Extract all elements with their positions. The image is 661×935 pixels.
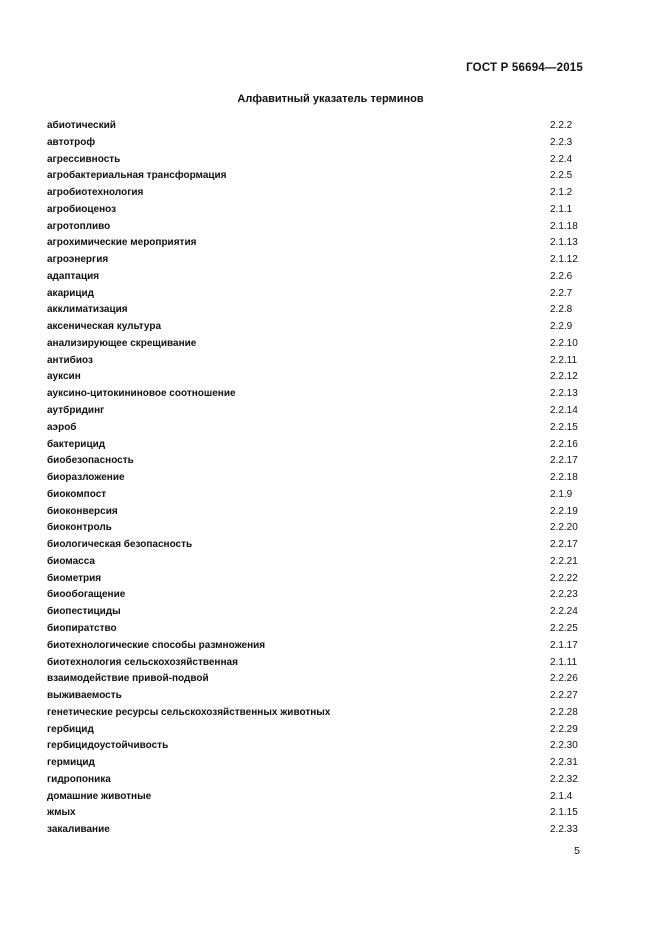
term-name: гербицидоустойчивость: [47, 740, 169, 752]
term-name: анализирующее скрещивание: [47, 337, 197, 349]
term-name: биобезопасность: [47, 455, 134, 467]
term-row: [47, 470, 577, 487]
term-reference: 2.2.14: [550, 405, 578, 417]
term-index-list: [47, 118, 577, 839]
term-name: биокомпост: [47, 488, 107, 500]
term-row: [47, 587, 577, 604]
term-name: антибиоз: [47, 354, 93, 366]
term-row: [47, 705, 577, 722]
term-row: [47, 722, 577, 739]
term-reference: 2.2.4: [550, 153, 573, 165]
term-row: [47, 755, 577, 772]
term-name: адаптация: [47, 270, 100, 282]
term-reference: 2.2.31: [550, 757, 578, 769]
term-name: абиотический: [47, 120, 116, 131]
term-reference: 2.1.4: [550, 790, 573, 802]
term-reference: 2.1.11: [550, 656, 578, 668]
term-reference: 2.2.11: [550, 354, 578, 366]
term-row: [47, 168, 577, 185]
term-name: гермицид: [47, 757, 95, 769]
term-name: биометрия: [47, 572, 102, 584]
term-reference: 2.1.2: [550, 187, 573, 199]
term-name: агробактериальная трансформация: [47, 170, 227, 182]
term-reference: 2.2.32: [550, 773, 578, 785]
term-name: агротопливо: [47, 220, 111, 232]
term-row: [47, 369, 577, 386]
term-row: [47, 537, 577, 554]
term-row: [47, 453, 577, 470]
term-name: ауксин: [47, 371, 81, 383]
term-name: биотехнологические способы размножения: [47, 639, 266, 651]
term-reference: 2.2.24: [550, 606, 578, 618]
term-reference: 2.1.17: [550, 639, 578, 651]
page-number: 5: [574, 845, 580, 857]
term-row: [47, 403, 577, 420]
term-name: биологическая безопасность: [47, 539, 193, 551]
term-reference: 2.2.27: [550, 690, 578, 702]
term-reference: 2.2.16: [550, 438, 578, 450]
term-name: аэроб: [47, 421, 77, 433]
term-reference: 2.2.28: [550, 706, 578, 718]
term-row: [47, 554, 577, 571]
term-reference: 2.1.15: [550, 807, 578, 819]
term-reference: 2.2.25: [550, 622, 578, 634]
term-row: [47, 437, 577, 454]
term-reference: 2.2.2: [550, 120, 573, 131]
term-name: биоразложение: [47, 472, 125, 484]
term-row: [47, 386, 577, 403]
term-name: акклиматизация: [47, 304, 128, 316]
term-row: [47, 688, 577, 705]
term-name: агрессивность: [47, 153, 121, 165]
term-name: биоконверсия: [47, 505, 118, 517]
term-reference: 2.2.3: [550, 136, 573, 148]
term-row: [47, 185, 577, 202]
term-row: [47, 604, 577, 621]
term-row: [47, 655, 577, 672]
term-name: агробиоценоз: [47, 203, 117, 215]
term-reference: 2.1.12: [550, 254, 578, 266]
term-reference: 2.2.26: [550, 673, 578, 685]
term-reference: 2.2.10: [550, 337, 578, 349]
term-row: [47, 504, 577, 521]
term-name: домашние животные: [47, 790, 152, 802]
term-row: [47, 135, 577, 152]
term-name: автотроф: [47, 136, 96, 148]
document-code: ГОСТ Р 56694—2015: [466, 62, 583, 74]
term-name: генетические ресурсы сельскохозяйственных животных: [47, 706, 331, 718]
term-row: [47, 152, 577, 169]
term-name: агробиотехнология: [47, 187, 144, 199]
term-row: [47, 420, 577, 437]
term-name: ауксино-цитокининовое соотношение: [47, 388, 236, 400]
term-name: бактерицид: [47, 438, 106, 450]
term-name: биоконтроль: [47, 522, 112, 534]
term-name: биопестициды: [47, 606, 121, 618]
term-row: [47, 789, 577, 806]
term-row: [47, 738, 577, 755]
term-reference: 2.2.17: [550, 539, 578, 551]
term-row: [47, 520, 577, 537]
term-row: [47, 219, 577, 236]
term-name: биопиратство: [47, 622, 117, 634]
term-reference: 2.2.30: [550, 740, 578, 752]
term-reference: 2.2.21: [550, 555, 578, 567]
term-reference: 2.2.33: [550, 824, 578, 836]
term-reference: 2.2.17: [550, 455, 578, 467]
term-name: гидропоника: [47, 773, 111, 785]
term-name: аксеническая культура: [47, 321, 162, 333]
term-reference: 2.2.5: [550, 170, 573, 182]
term-row: [47, 319, 577, 336]
term-reference: 2.1.1: [550, 203, 573, 215]
term-row: [47, 671, 577, 688]
term-row: [47, 286, 577, 303]
term-row: [47, 638, 577, 655]
term-reference: 2.2.23: [550, 589, 578, 601]
term-name: выживаемость: [47, 690, 122, 702]
term-name: биомасса: [47, 555, 95, 567]
term-name: агроэнергия: [47, 254, 109, 266]
term-reference: 2.2.19: [550, 505, 578, 517]
term-reference: 2.2.8: [550, 304, 573, 316]
term-reference: 2.2.15: [550, 421, 578, 433]
term-row: [47, 487, 577, 504]
term-name: гербицид: [47, 723, 94, 735]
term-name: акарицид: [47, 287, 95, 299]
term-row: [47, 302, 577, 319]
term-row: [47, 571, 577, 588]
term-row: [47, 202, 577, 219]
term-reference: 2.2.12: [550, 371, 578, 383]
term-name: взаимодействие привой-подвой: [47, 673, 209, 685]
term-name: биотехнология сельскохозяйственная: [47, 656, 238, 668]
term-reference: 2.1.9: [550, 488, 573, 500]
term-reference: 2.2.18: [550, 472, 578, 484]
term-reference: 2.2.13: [550, 388, 578, 400]
term-row: [47, 621, 577, 638]
term-reference: 2.1.13: [550, 237, 578, 249]
term-reference: 2.2.6: [550, 270, 573, 282]
term-reference: 2.2.9: [550, 321, 573, 333]
term-reference: 2.2.7: [550, 287, 573, 299]
term-row: [47, 118, 577, 135]
term-name: закаливание: [47, 824, 110, 836]
term-row: [47, 772, 577, 789]
term-name: биообогащение: [47, 589, 126, 601]
term-row: [47, 235, 577, 252]
term-name: агрохимические мероприятия: [47, 237, 197, 249]
term-reference: 2.2.29: [550, 723, 578, 735]
term-reference: 2.2.20: [550, 522, 578, 534]
term-row: [47, 353, 577, 370]
term-row: [47, 269, 577, 286]
term-name: аутбридинг: [47, 405, 105, 417]
term-reference: 2.2.22: [550, 572, 578, 584]
term-name: жмых: [47, 807, 76, 819]
index-title: Алфавитный указатель терминов: [237, 93, 424, 105]
term-row: [47, 805, 577, 822]
term-row: [47, 252, 577, 269]
term-row: [47, 336, 577, 353]
term-row: [47, 822, 577, 839]
term-reference: 2.1.18: [550, 220, 578, 232]
